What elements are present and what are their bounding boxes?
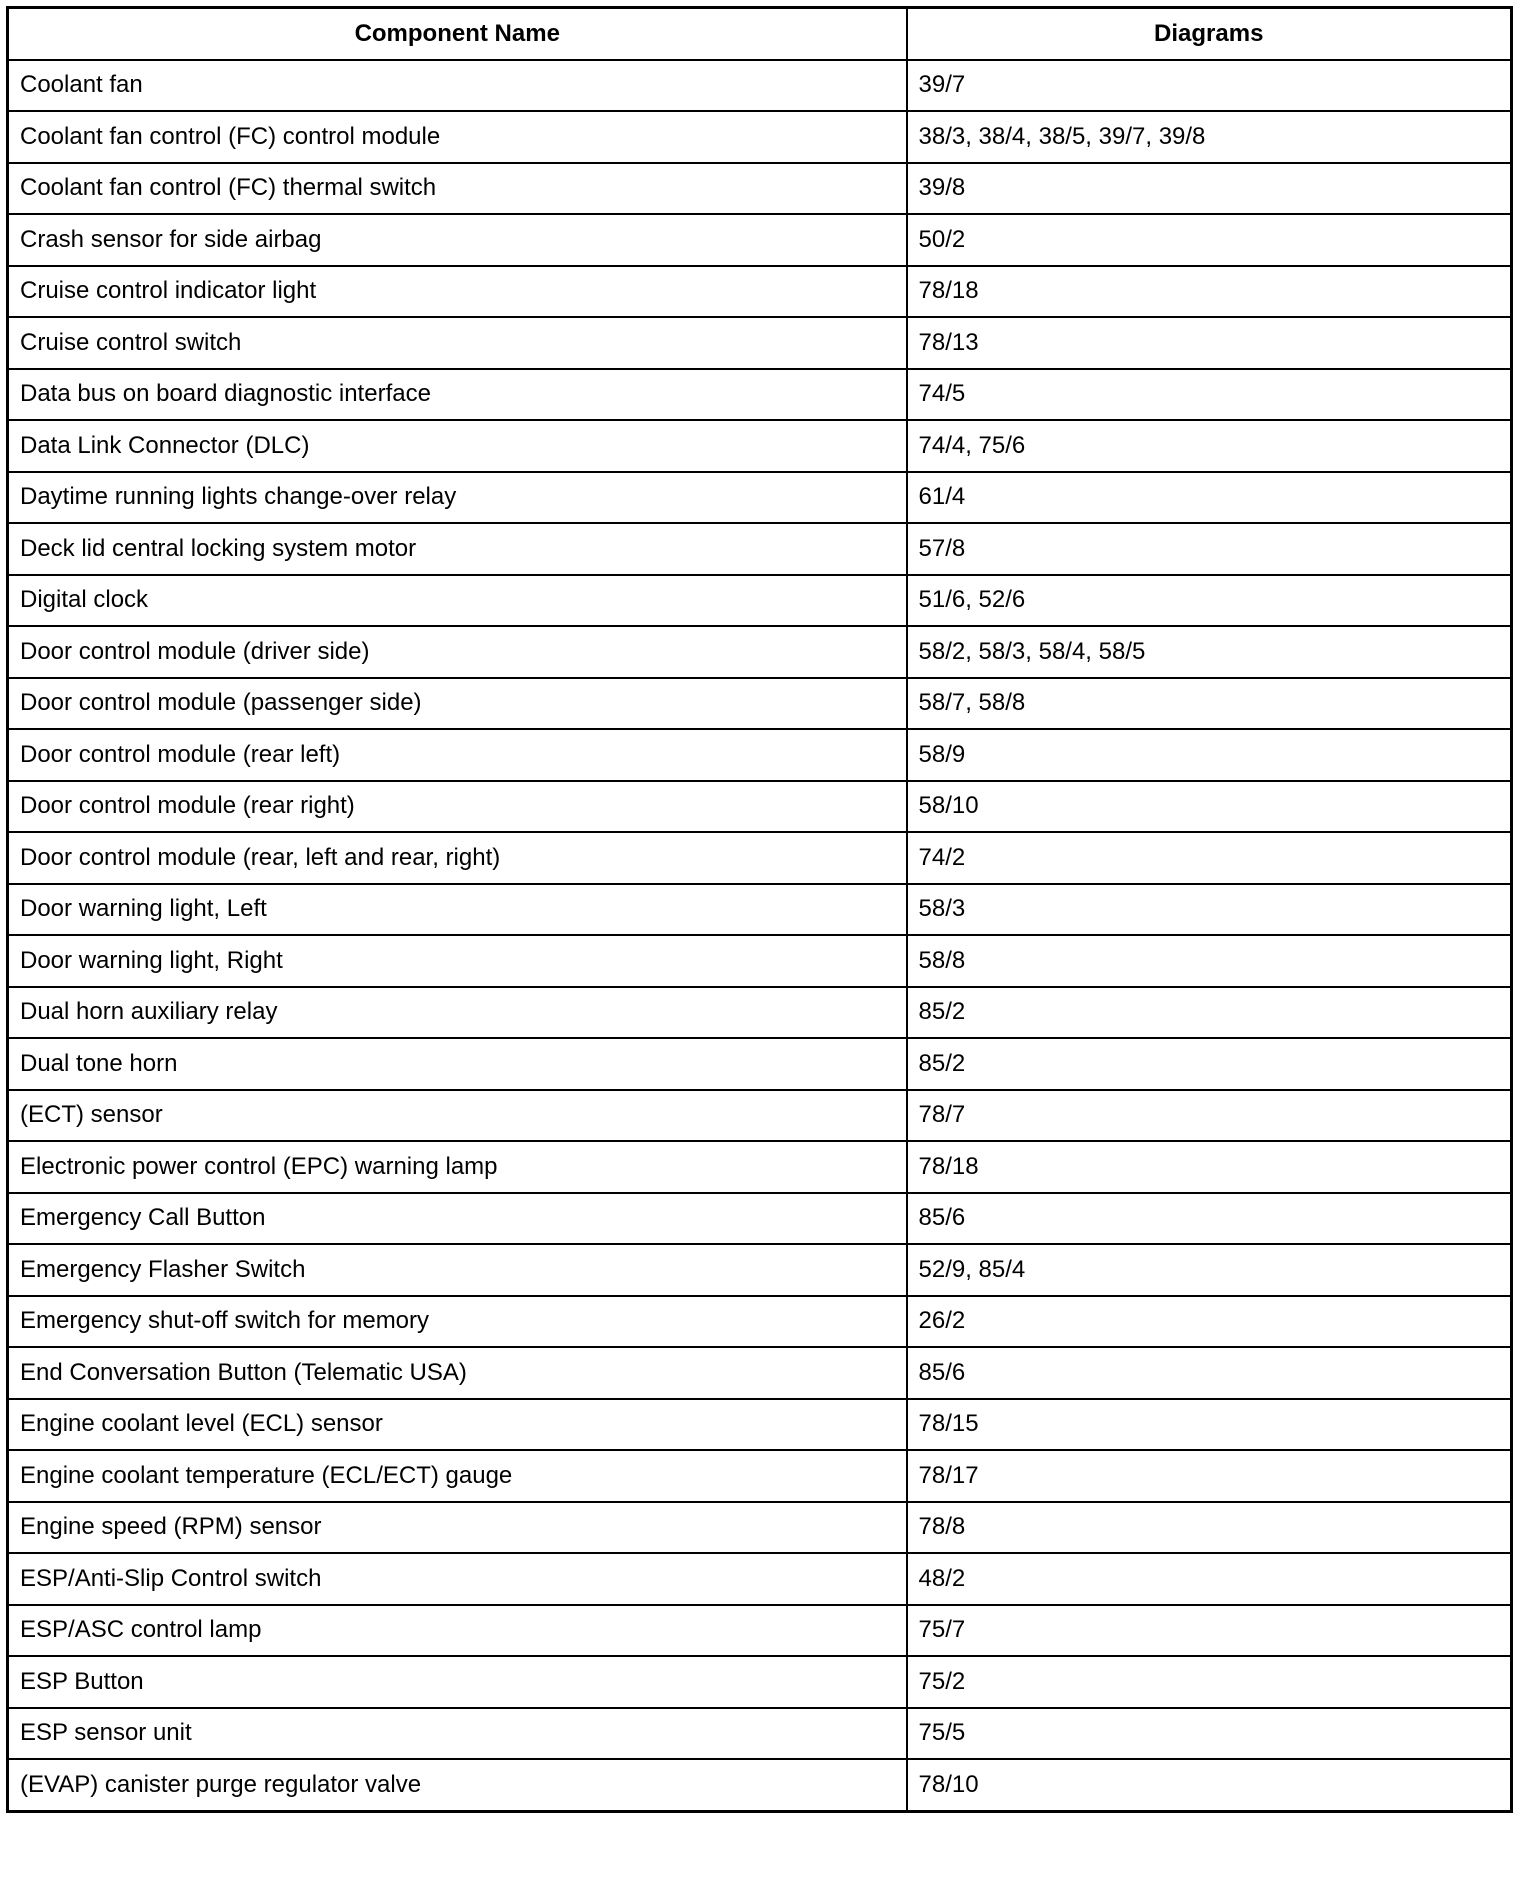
diagrams-cell: 58/8 — [907, 935, 1512, 987]
table-row — [8, 317, 1512, 369]
table-row — [8, 678, 1512, 730]
table-row — [8, 163, 1512, 215]
table-row — [8, 1141, 1512, 1193]
diagrams-cell: 78/18 — [907, 266, 1512, 318]
component-name-cell: Emergency Call Button — [8, 1193, 907, 1245]
table-row — [8, 111, 1512, 163]
diagrams-cell: 85/2 — [907, 1038, 1512, 1090]
table-row — [8, 1553, 1512, 1605]
table-row — [8, 1347, 1512, 1399]
component-name-cell: Cruise control indicator light — [8, 266, 907, 318]
table-row — [8, 1193, 1512, 1245]
diagrams-cell: 78/18 — [907, 1141, 1512, 1193]
diagrams-cell: 78/10 — [907, 1759, 1512, 1811]
diagrams-cell: 78/7 — [907, 1090, 1512, 1142]
diagrams-cell: 52/9, 85/4 — [907, 1244, 1512, 1296]
component-name-cell: Engine speed (RPM) sensor — [8, 1502, 907, 1554]
diagrams-cell: 39/8 — [907, 163, 1512, 215]
diagrams-cell: 75/5 — [907, 1708, 1512, 1760]
component-name-cell: Door control module (driver side) — [8, 626, 907, 678]
component-name-cell: End Conversation Button (Telematic USA) — [8, 1347, 907, 1399]
diagrams-cell: 51/6, 52/6 — [907, 575, 1512, 627]
diagrams-cell: 58/10 — [907, 781, 1512, 833]
component-name-cell: Deck lid central locking system motor — [8, 523, 907, 575]
diagrams-cell: 58/9 — [907, 729, 1512, 781]
component-name-cell: Dual horn auxiliary relay — [8, 987, 907, 1039]
table-row — [8, 214, 1512, 266]
component-name-cell: Digital clock — [8, 575, 907, 627]
component-name-cell: ESP/ASC control lamp — [8, 1605, 907, 1657]
table-row — [8, 832, 1512, 884]
table-row — [8, 987, 1512, 1039]
component-name-cell: Door warning light, Right — [8, 935, 907, 987]
diagrams-cell: 75/2 — [907, 1656, 1512, 1708]
table-row — [8, 1708, 1512, 1760]
header-diagrams: Diagrams — [907, 8, 1512, 60]
diagrams-cell: 75/7 — [907, 1605, 1512, 1657]
component-name-cell: Dual tone horn — [8, 1038, 907, 1090]
diagrams-cell: 78/15 — [907, 1399, 1512, 1451]
diagrams-cell: 26/2 — [907, 1296, 1512, 1348]
table-row — [8, 935, 1512, 987]
diagrams-cell: 78/13 — [907, 317, 1512, 369]
component-name-cell: Engine coolant temperature (ECL/ECT) gauge — [8, 1450, 907, 1502]
component-name-cell: Electronic power control (EPC) warning lamp — [8, 1141, 907, 1193]
diagrams-cell: 78/17 — [907, 1450, 1512, 1502]
table-row — [8, 626, 1512, 678]
diagrams-cell: 50/2 — [907, 214, 1512, 266]
table-row — [8, 1090, 1512, 1142]
table-row — [8, 1244, 1512, 1296]
header-component-name: Component Name — [8, 8, 907, 60]
diagrams-cell: 39/7 — [907, 60, 1512, 112]
component-name-cell: Door warning light, Left — [8, 884, 907, 936]
table-row — [8, 1605, 1512, 1657]
table-row — [8, 729, 1512, 781]
table-row — [8, 472, 1512, 524]
component-name-cell: Data Link Connector (DLC) — [8, 420, 907, 472]
table-row — [8, 884, 1512, 936]
diagrams-cell: 85/6 — [907, 1193, 1512, 1245]
component-name-cell: Emergency shut-off switch for memory — [8, 1296, 907, 1348]
diagrams-cell: 85/6 — [907, 1347, 1512, 1399]
table-row — [8, 781, 1512, 833]
component-name-cell: Data bus on board diagnostic interface — [8, 369, 907, 421]
component-name-cell: Emergency Flasher Switch — [8, 1244, 907, 1296]
component-diagram-table — [6, 6, 1513, 1813]
diagrams-cell: 85/2 — [907, 987, 1512, 1039]
component-name-cell: Cruise control switch — [8, 317, 907, 369]
table-row — [8, 1450, 1512, 1502]
table-row — [8, 523, 1512, 575]
component-name-cell: Door control module (rear, left and rear, right) — [8, 832, 907, 884]
table-row — [8, 420, 1512, 472]
diagrams-cell: 74/4, 75/6 — [907, 420, 1512, 472]
diagrams-cell: 58/7, 58/8 — [907, 678, 1512, 730]
diagrams-cell: 74/2 — [907, 832, 1512, 884]
table-row — [8, 1296, 1512, 1348]
table-row — [8, 266, 1512, 318]
diagrams-cell: 38/3, 38/4, 38/5, 39/7, 39/8 — [907, 111, 1512, 163]
component-name-cell: ESP Button — [8, 1656, 907, 1708]
component-name-cell: Engine coolant level (ECL) sensor — [8, 1399, 907, 1451]
component-name-cell: Crash sensor for side airbag — [8, 214, 907, 266]
diagrams-cell: 78/8 — [907, 1502, 1512, 1554]
table-row — [8, 575, 1512, 627]
table-row — [8, 60, 1512, 112]
diagrams-cell: 61/4 — [907, 472, 1512, 524]
table-row — [8, 1759, 1512, 1811]
component-name-cell: (ECT) sensor — [8, 1090, 907, 1142]
component-name-cell: Door control module (rear right) — [8, 781, 907, 833]
diagrams-cell: 74/5 — [907, 369, 1512, 421]
table-body — [8, 60, 1512, 1812]
diagrams-cell: 58/2, 58/3, 58/4, 58/5 — [907, 626, 1512, 678]
diagrams-cell: 57/8 — [907, 523, 1512, 575]
component-name-cell: ESP sensor unit — [8, 1708, 907, 1760]
component-name-cell: Coolant fan control (FC) thermal switch — [8, 163, 907, 215]
component-name-cell: Door control module (rear left) — [8, 729, 907, 781]
diagrams-cell: 58/3 — [907, 884, 1512, 936]
table-row — [8, 1038, 1512, 1090]
table-header-row — [8, 8, 1512, 60]
table-row — [8, 1399, 1512, 1451]
component-name-cell: Daytime running lights change-over relay — [8, 472, 907, 524]
table-row — [8, 1502, 1512, 1554]
table-row — [8, 369, 1512, 421]
component-name-cell: Coolant fan control (FC) control module — [8, 111, 907, 163]
component-name-cell: ESP/Anti-Slip Control switch — [8, 1553, 907, 1605]
component-name-cell: Door control module (passenger side) — [8, 678, 907, 730]
component-name-cell: Coolant fan — [8, 60, 907, 112]
diagrams-cell: 48/2 — [907, 1553, 1512, 1605]
component-name-cell: (EVAP) canister purge regulator valve — [8, 1759, 907, 1811]
table-row — [8, 1656, 1512, 1708]
